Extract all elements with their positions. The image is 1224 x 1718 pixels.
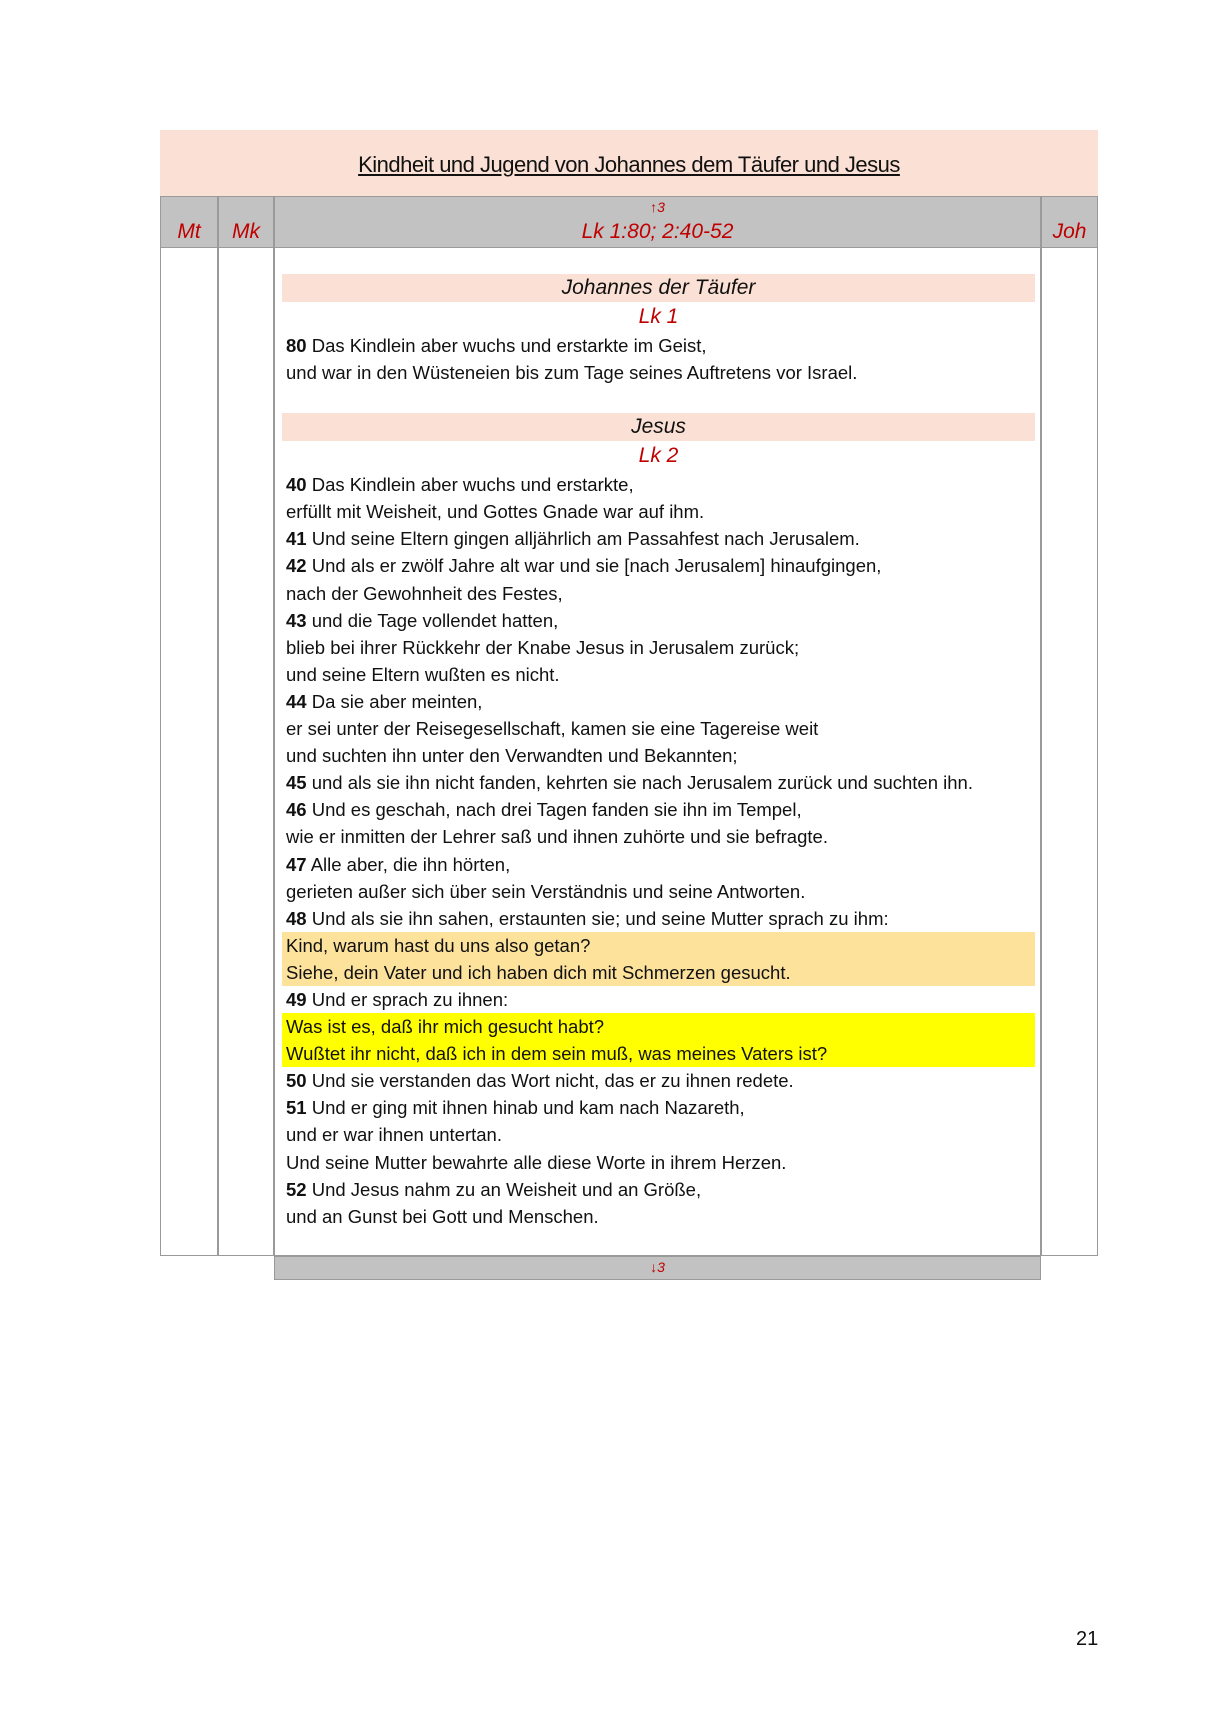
- verse-line: [282, 959, 1035, 986]
- verse-line: [282, 1121, 1035, 1148]
- verse-line: [282, 823, 1035, 850]
- page-number: 21: [1076, 1628, 1099, 1650]
- verse-line: [282, 742, 1035, 769]
- verse-text: Was ist es, daß ihr mich gesucht habt?: [286, 1016, 605, 1038]
- section-heading: Johannes der Täufer: [282, 274, 1035, 302]
- column-body-joh: [1041, 248, 1098, 1256]
- verse-line: [282, 471, 1035, 498]
- scripture-text: [282, 274, 1035, 1230]
- verse-text: Und es geschah, nach drei Tagen fanden sie ihn im Tempel,: [306, 799, 802, 821]
- column-label-mk: Mk: [232, 220, 260, 243]
- verse-text: Siehe, dein Vater und ich haben dich mit Schmerzen gesucht.: [286, 961, 791, 983]
- verse-text: Kind, warum hast du uns also getan?: [286, 934, 591, 956]
- section-reference: Lk 2: [638, 444, 679, 468]
- verse-line: [282, 851, 1035, 878]
- verse-line: [282, 580, 1035, 607]
- verse-number: 50: [286, 1070, 307, 1092]
- verse-line: [282, 1149, 1035, 1176]
- section-heading: Jesus: [282, 413, 1035, 441]
- verse-text: und seine Eltern wußten es nicht.: [286, 663, 560, 685]
- verse-number: 49: [286, 988, 307, 1010]
- verse-line: [282, 878, 1035, 905]
- verse-line: [282, 607, 1035, 634]
- column-body-mt: [160, 248, 218, 1256]
- verse-line: [282, 634, 1035, 661]
- verse-text: Und er sprach zu ihnen:: [306, 988, 509, 1010]
- verse-number: 51: [286, 1097, 307, 1119]
- column-header-lk: [274, 196, 1041, 248]
- verse-text: Und sie verstanden das Wort nicht, das er zu ihnen redete.: [306, 1070, 794, 1092]
- verse-text: und er war ihnen untertan.: [286, 1124, 502, 1146]
- verse-text: und suchten ihn unter den Verwandten und Bekannten;: [286, 745, 738, 767]
- verse-number: 46: [286, 799, 307, 821]
- verse-line: [282, 688, 1035, 715]
- verse-number: 41: [286, 528, 307, 550]
- column-header-mk: [218, 196, 274, 248]
- verse-text: Wußtet ihr nicht, daß ich in dem sein muß, was meines Vaters ist?: [286, 1043, 828, 1065]
- verse-line: [282, 986, 1035, 1013]
- title-bar: [160, 130, 1098, 196]
- column-footer-lk: [274, 1256, 1041, 1280]
- verse-text: Und Jesus nahm zu an Weisheit und an Größe,: [306, 1178, 702, 1200]
- verse-number: 44: [286, 690, 307, 712]
- verse-text: erfüllt mit Weisheit, und Gottes Gnade war auf ihm.: [286, 501, 705, 523]
- verse-number: 40: [286, 474, 307, 496]
- verse-line: [282, 1040, 1035, 1067]
- verse-line: [282, 661, 1035, 688]
- verse-line: [282, 498, 1035, 525]
- verse-text: Und als er zwölf Jahre alt war und sie [nach Jerusalem] hinaufgingen,: [306, 555, 882, 577]
- up-reference-link[interactable]: ↑3: [650, 199, 665, 215]
- verse-line: [282, 1067, 1035, 1094]
- verse-text: Und als sie ihn sahen, erstaunten sie; und seine Mutter sprach zu ihm:: [306, 907, 889, 929]
- verse-text: Das Kindlein aber wuchs und erstarkte im Geist,: [306, 335, 707, 356]
- verse-number: 80: [286, 335, 307, 356]
- section-reference: Lk 1: [638, 305, 679, 328]
- verse-text: Und seine Eltern gingen alljährlich am Passahfest nach Jerusalem.: [306, 528, 860, 550]
- verse-number: 43: [286, 609, 307, 631]
- verse-text: blieb bei ihrer Rückkehr der Knabe Jesus in Jerusalem zurück;: [286, 636, 800, 658]
- verse-line: [282, 769, 1035, 796]
- verse-line: [282, 1203, 1035, 1230]
- verse-number: 47: [286, 853, 307, 875]
- verse-number: 42: [286, 555, 307, 577]
- verse-line: [282, 1094, 1035, 1121]
- verse-line: [282, 796, 1035, 823]
- down-reference-link[interactable]: ↓3: [650, 1259, 665, 1275]
- verse-text: gerieten außer sich über sein Verständnis und seine Antworten.: [286, 880, 806, 902]
- column-header-joh: [1041, 196, 1098, 248]
- column-label-joh: Joh: [1052, 220, 1087, 243]
- verse-line: [282, 905, 1035, 932]
- verse-line: [282, 1013, 1035, 1040]
- verse-line: [282, 715, 1035, 742]
- verse-text: Und seine Mutter bewahrte alle diese Worte in ihrem Herzen.: [286, 1151, 787, 1173]
- verse-text: wie er inmitten der Lehrer saß und ihnen zuhörte und sie befragte.: [286, 826, 828, 848]
- verse-number: 48: [286, 907, 307, 929]
- verse-line: [282, 332, 1035, 359]
- verse-text: Und er ging mit ihnen hinab und kam nach Nazareth,: [306, 1097, 745, 1119]
- verse-number: 52: [286, 1178, 307, 1200]
- verse-text: Alle aber, die ihn hörten,: [306, 853, 511, 875]
- column-label-lk: Lk 1:80; 2:40-52: [581, 220, 734, 243]
- page-title: Kindheit und Jugend von Johannes dem Täufer und Jesus: [358, 152, 900, 177]
- verse-text: und als sie ihn nicht fanden, kehrten sie nach Jerusalem zurück und suchten ihn.: [306, 772, 973, 794]
- column-label-mt: Mt: [177, 220, 201, 243]
- verse-text: er sei unter der Reisegesellschaft, kamen sie eine Tagereise weit: [286, 718, 819, 740]
- verse-text: Da sie aber meinten,: [306, 690, 483, 712]
- verse-line: [282, 932, 1035, 959]
- verse-text: nach der Gewohnheit des Festes,: [286, 582, 563, 604]
- verse-line: [282, 552, 1035, 579]
- verse-line: [282, 525, 1035, 552]
- column-header-mt: [160, 196, 218, 248]
- section-gap: [282, 386, 1035, 413]
- column-body-mk: [218, 248, 274, 1256]
- verse-line: [282, 1176, 1035, 1203]
- verse-line: [282, 359, 1035, 386]
- verse-number: 45: [286, 772, 307, 794]
- verse-text: und an Gunst bei Gott und Menschen.: [286, 1205, 599, 1227]
- verse-text: Das Kindlein aber wuchs und erstarkte,: [306, 474, 634, 496]
- verse-text: und die Tage vollendet hatten,: [306, 609, 559, 631]
- verse-text: und war in den Wüsteneien bis zum Tage seines Auftretens vor Israel.: [286, 362, 858, 384]
